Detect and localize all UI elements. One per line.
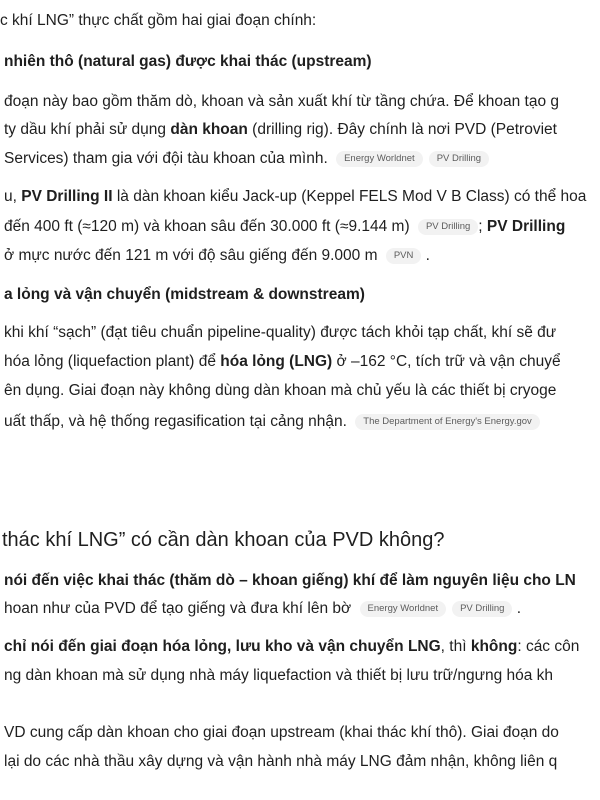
text-span: : các côn xyxy=(517,638,580,655)
text-span: (drilling rig). Đây chính là nơi PVD (Petroviet xyxy=(247,121,557,138)
text-span-bold: không xyxy=(470,638,518,655)
heading-text: thác khí LNG” có cần dàn khoan của PVD không? xyxy=(2,529,445,551)
citation-chip[interactable]: PVN xyxy=(386,248,422,264)
citation-chip[interactable]: PV Drilling xyxy=(452,601,512,617)
text-span: u, xyxy=(4,188,22,205)
text-line xyxy=(4,665,553,687)
section-subheading-midstream xyxy=(4,284,365,306)
text-span: uất thấp, và hệ thống regasification tại cảng nhận. xyxy=(4,413,347,430)
text-line xyxy=(0,10,316,32)
text-span: là dàn khoan kiểu Jack-up (Keppel FELS Mod V B Class) có thể hoa xyxy=(112,188,587,205)
citation-chip[interactable]: PV Drilling xyxy=(429,151,489,167)
text-span-bold: PV Drilling II xyxy=(21,188,113,205)
text-span: c khí LNG” thực chất gồm hai giai đoạn chính: xyxy=(0,12,317,29)
text-span: đến 400 ft (≈120 m) và khoan sâu đến 30.000 ft (≈9.144 m) xyxy=(4,218,410,235)
citation-chip[interactable]: PV Drilling xyxy=(418,219,478,235)
text-span: , thì xyxy=(440,638,471,655)
text-line xyxy=(4,722,559,744)
text-span: đoạn này bao gồm thăm dò, khoan và sản xuất khí từ tầng chứa. Để khoan tạo g xyxy=(4,93,560,110)
text-span: ên dụng. Giai đoạn này không dùng dàn khoan mà chủ yếu là các thiết bị cryoge xyxy=(4,382,557,399)
text-line xyxy=(4,570,576,592)
text-line xyxy=(4,148,489,170)
text-span: ở –162 °C, tích trữ và vận chuyể xyxy=(332,353,561,370)
text-span: lại do các nhà thầu xây dựng và vận hành nhà máy LNG đảm nhận, không liên q xyxy=(4,753,558,770)
text-span-bold: chỉ nói đến giai đoạn hóa lỏng, lưu kho và vận chuyển LNG xyxy=(4,638,441,655)
text-span: Services) tham gia với đội tàu khoan của mình. xyxy=(4,150,328,167)
text-span-bold: dàn khoan xyxy=(170,121,248,138)
text-line xyxy=(4,411,540,433)
text-line xyxy=(4,751,557,773)
text-line xyxy=(4,351,561,373)
text-span: ng dàn khoan mà sử dụng nhà máy liquefaction và thiết bị lưu trữ/ngưng hóa kh xyxy=(4,667,554,684)
text-span: . xyxy=(516,600,522,617)
text-span: nói đến việc khai thác (thăm dò – khoan giếng) khí để làm nguyên liệu cho LN xyxy=(4,572,576,589)
text-line xyxy=(4,216,565,238)
section-subheading-upstream xyxy=(4,51,372,73)
text-span: nhiên thô (natural gas) được khai thác (upstream) xyxy=(4,53,372,70)
text-line xyxy=(4,598,521,620)
text-span: a lỏng và vận chuyển (midstream & downstream) xyxy=(4,286,365,303)
text-span: khi khí “sạch” (đạt tiêu chuẩn pipeline-quality) được tách khỏi tạp chất, khí sẽ đư xyxy=(4,324,557,341)
text-span: ; xyxy=(478,218,487,235)
text-span: VD cung cấp dàn khoan cho giai đoạn upstream (khai thác khí thô). Giai đoạn do xyxy=(4,724,559,741)
text-line xyxy=(4,322,556,344)
text-span-bold: hóa lỏng (LNG) xyxy=(220,353,333,370)
text-span: ở mực nước đến 121 m với độ sâu giếng đến 9.000 m xyxy=(4,247,378,264)
text-span: hoan như của PVD để tạo giếng và đưa khí lên bờ xyxy=(4,600,352,617)
text-line xyxy=(4,119,557,141)
text-line xyxy=(4,380,556,402)
text-span-bold: PV Drilling xyxy=(486,218,566,235)
section-heading xyxy=(2,526,445,554)
text-line xyxy=(4,245,430,267)
text-span: ty dầu khí phải sử dụng xyxy=(4,121,171,138)
text-span: . xyxy=(425,247,430,264)
text-line xyxy=(4,91,559,113)
text-line xyxy=(4,636,579,658)
citation-chip[interactable]: Energy Worldnet xyxy=(360,601,447,617)
citation-chip[interactable]: The Department of Energy's Energy.gov xyxy=(355,414,540,430)
text-line xyxy=(4,186,586,208)
text-span: hóa lỏng (liquefaction plant) để xyxy=(4,353,221,370)
citation-chip[interactable]: Energy Worldnet xyxy=(336,151,423,167)
